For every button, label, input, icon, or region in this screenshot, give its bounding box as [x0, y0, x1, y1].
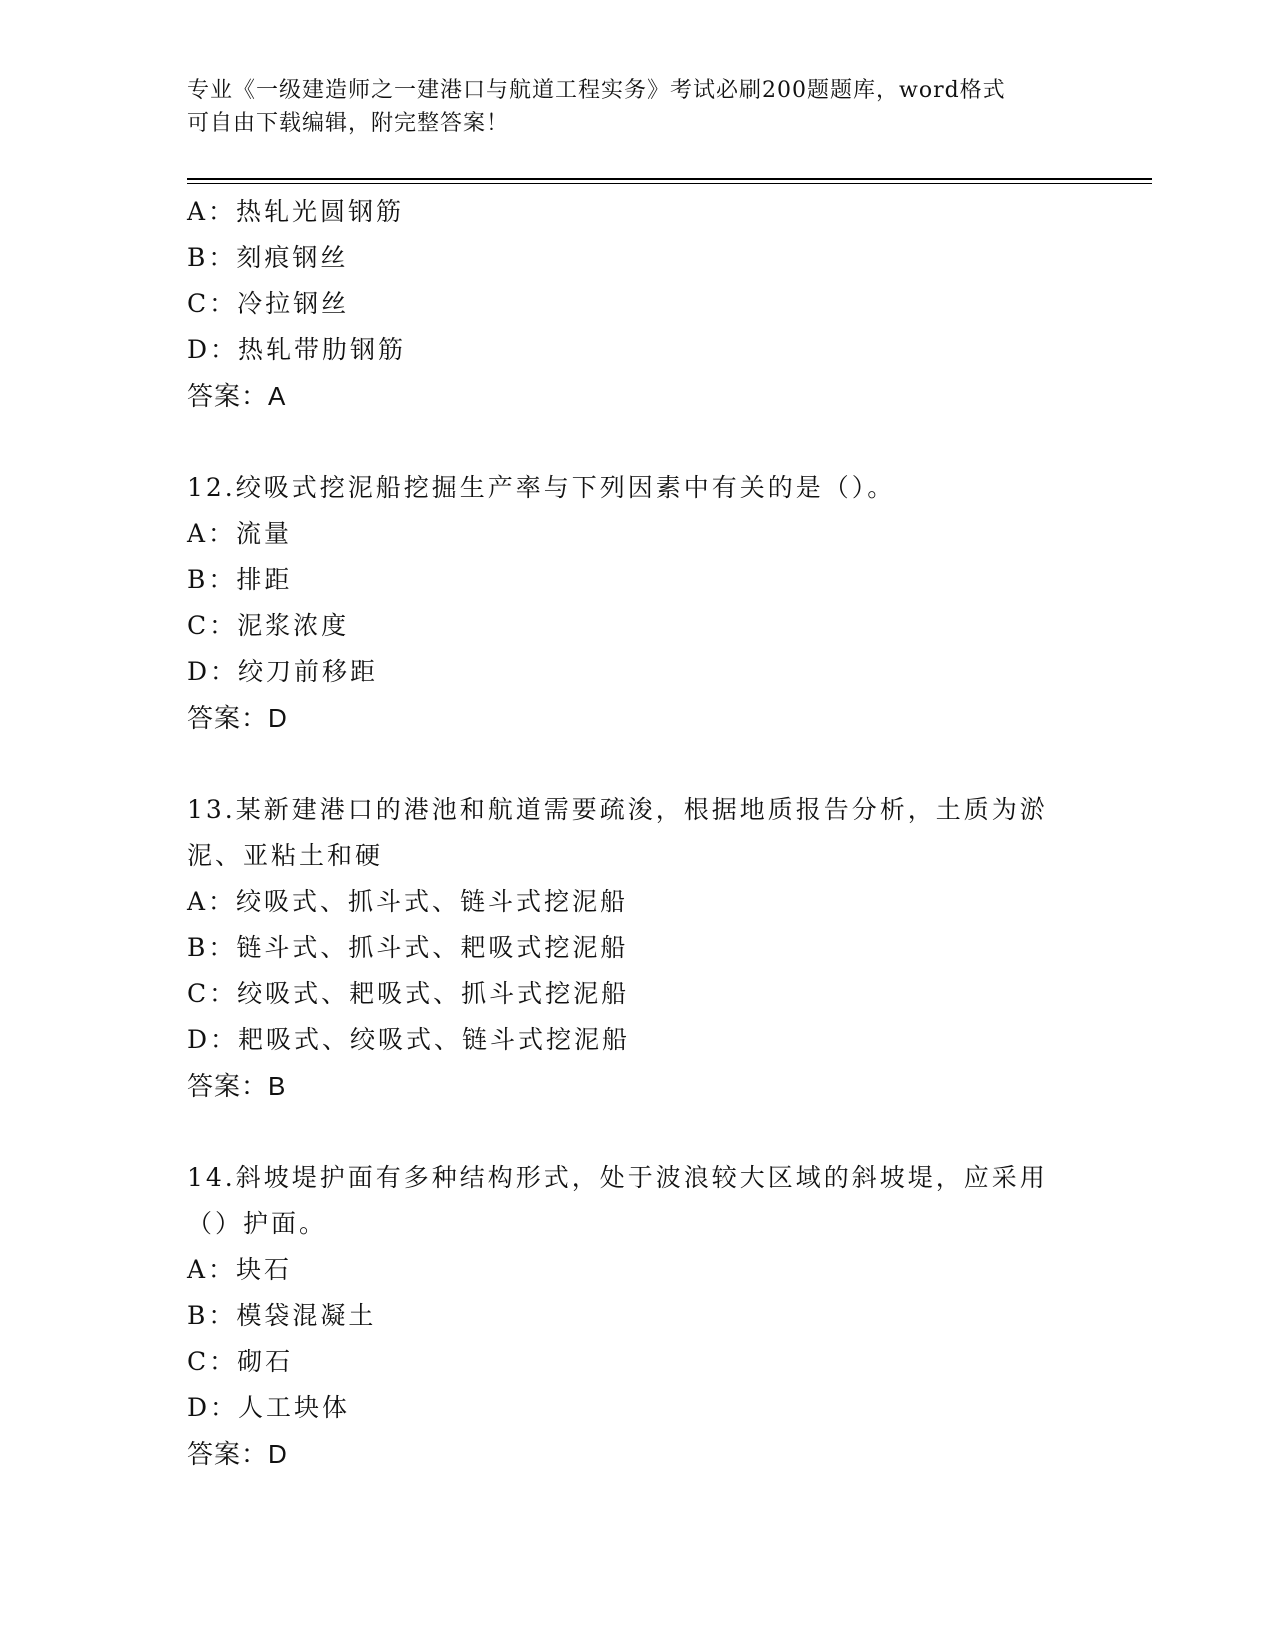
option-d: D：人工块体 — [187, 1393, 351, 1422]
question-text-line-2: （）护面。 — [187, 1209, 328, 1238]
spacer — [187, 419, 1087, 465]
answer-line: 答案：D — [187, 703, 288, 733]
header-line-2: 可自由下载编辑，附完整答案！ — [187, 111, 510, 136]
header-line-1: 专业《一级建造师之一建港口与航道工程实务》考试必刷200题题库，word格式 — [187, 78, 1006, 103]
option-d: D：绞刀前移距 — [187, 657, 379, 686]
question-block-13 — [187, 787, 1087, 1109]
question-block-14 — [187, 1155, 1087, 1477]
question-list — [187, 189, 1087, 1477]
question-text-line-1: 14.斜坡堤护面有多种结构形式，处于波浪较大区域的斜坡堤，应采用 — [187, 1163, 1048, 1192]
option-b: B：模袋混凝土 — [187, 1301, 377, 1330]
answer-line: 答案：A — [187, 381, 287, 411]
option-c: C：冷拉钢丝 — [187, 289, 350, 318]
option-a: A：块石 — [187, 1255, 293, 1284]
answer-line: 答案：D — [187, 1439, 288, 1469]
spacer — [187, 741, 1087, 787]
option-a: A：热轧光圆钢筋 — [187, 197, 405, 226]
question-block-11 — [187, 189, 1087, 419]
header-divider-thin — [187, 183, 1152, 184]
answer-line: 答案：B — [187, 1071, 287, 1101]
option-a: A：绞吸式、抓斗式、链斗式挖泥船 — [187, 887, 629, 916]
option-b: B：链斗式、抓斗式、耙吸式挖泥船 — [187, 933, 629, 962]
option-d: D：耙吸式、绞吸式、链斗式挖泥船 — [187, 1025, 631, 1054]
question-block-12 — [187, 465, 1087, 741]
option-b: B：排距 — [187, 565, 293, 594]
spacer — [187, 1109, 1087, 1155]
question-text-line-1: 13.某新建港口的港池和航道需要疏浚，根据地质报告分析，土质为淤 — [187, 795, 1048, 824]
question-text-line-2: 泥、亚粘土和硬 — [187, 841, 384, 870]
question-text: 12.绞吸式挖泥船挖掘生产率与下列因素中有关的是（）。 — [187, 473, 896, 502]
option-b: B：刻痕钢丝 — [187, 243, 349, 272]
header-divider-thick — [187, 178, 1152, 180]
option-c: C：砌石 — [187, 1347, 294, 1376]
option-c: C：绞吸式、耙吸式、抓斗式挖泥船 — [187, 979, 630, 1008]
option-a: A：流量 — [187, 519, 293, 548]
option-d: D：热轧带肋钢筋 — [187, 335, 407, 364]
option-c: C：泥浆浓度 — [187, 611, 350, 640]
document-header — [187, 74, 1077, 140]
